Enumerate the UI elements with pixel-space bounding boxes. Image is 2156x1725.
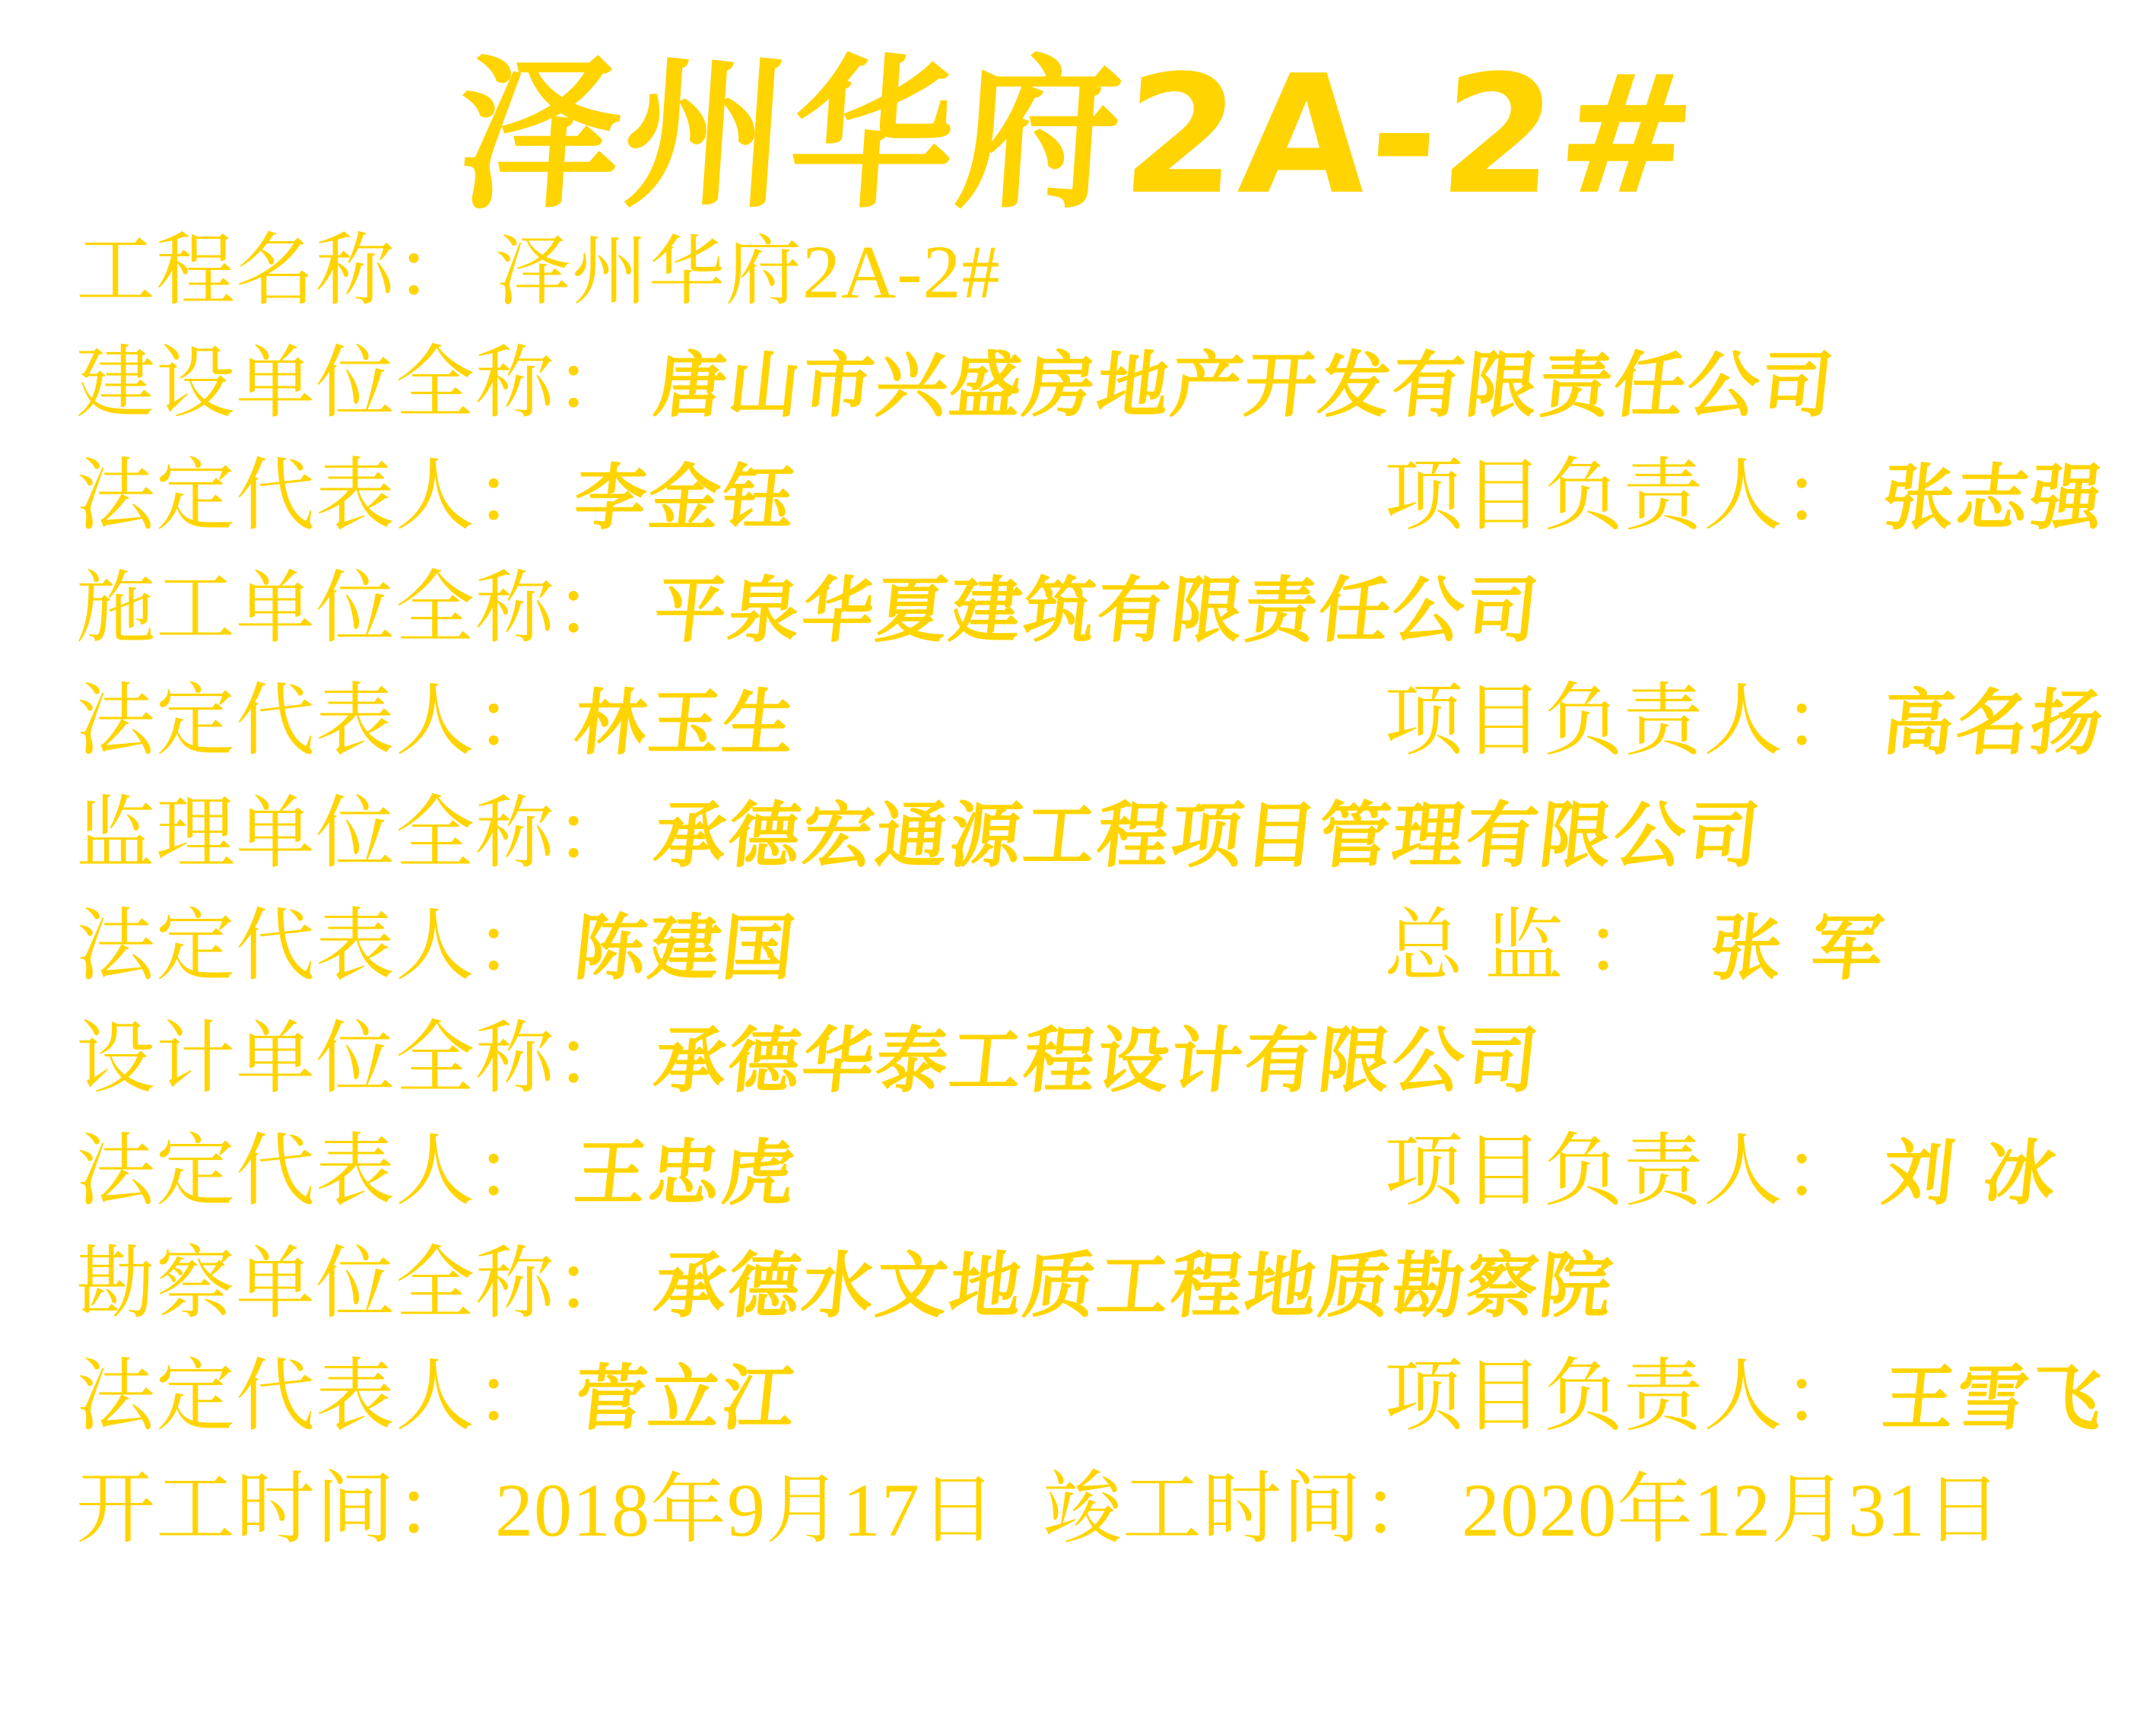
owner-project-manager	[1384, 453, 2109, 540]
label-surveyor: 勘察单位全称：	[76, 1241, 636, 1328]
value-contractor: 平泉华夏建筑有限责任公司	[650, 570, 1545, 653]
label-construction-owner: 建设单位全称：	[76, 340, 636, 427]
row-contractor	[76, 565, 2110, 682]
value-contractor-legal-rep: 林玉生	[570, 682, 801, 765]
label-contractor-project-manager: 项目负责人：	[1384, 678, 1864, 765]
value-surveyor-legal-rep: 菅立江	[570, 1358, 801, 1441]
surveyor-legal-rep	[76, 1353, 1384, 1441]
label-designer-project-manager: 项目负责人：	[1384, 1128, 1864, 1215]
label-start-date: 开工时间：	[76, 1466, 476, 1553]
contractor-legal-rep	[76, 678, 1384, 765]
value-designer-legal-rep: 王忠虎	[570, 1133, 801, 1215]
value-supervisor-legal-rep: 陈建国	[570, 907, 801, 990]
row-surveyor	[76, 1241, 2110, 1358]
designer-legal-rep	[76, 1128, 1384, 1215]
row-designer-representatives	[76, 1128, 2110, 1245]
owner-legal-rep	[76, 453, 1384, 540]
supervisor-legal-rep	[76, 903, 1384, 990]
row-supervisor-representatives	[76, 903, 2110, 1020]
value-start-date: 2018年9月17日	[495, 1468, 998, 1552]
value-end-date: 2020年12月31日	[1462, 1468, 2003, 1552]
row-contractor-representatives	[76, 678, 2110, 795]
info-rows	[46, 227, 2110, 1470]
row-surveyor-representatives	[76, 1353, 2110, 1470]
chief-supervisor	[1384, 903, 1890, 990]
row-designer	[76, 1015, 2110, 1133]
label-surveyor-legal-rep: 法定代表人：	[76, 1353, 556, 1441]
label-supervisor: 监理单位全称：	[76, 790, 636, 878]
value-surveyor: 承德水文地质工程地质勘察院	[650, 1245, 1618, 1328]
value-surveyor-project-manager: 王雪飞	[1878, 1358, 2109, 1441]
label-owner-legal-rep: 法定代表人：	[76, 453, 556, 540]
contractor-project-manager	[1384, 678, 2109, 765]
value-owner-legal-rep: 李金钰	[570, 457, 801, 540]
value-supervisor: 承德宏通源工程项目管理有限公司	[650, 795, 1766, 878]
designer-project-manager	[1384, 1128, 2062, 1215]
page-title: 泽州华府2A-2#	[451, 40, 1705, 230]
value-designer-project-manager: 刘 冰	[1878, 1133, 2062, 1215]
value-chief-supervisor: 张 军	[1706, 907, 1890, 990]
value-construction-owner: 唐山市兴盛房地产开发有限责任公司	[650, 345, 1840, 427]
row-supervisor	[76, 790, 2110, 907]
value-owner-project-manager: 张志强	[1878, 457, 2109, 540]
value-designer: 承德华泰工程设计有限公司	[650, 1020, 1545, 1103]
label-designer-legal-rep: 法定代表人：	[76, 1128, 556, 1215]
value-contractor-project-manager: 高名扬	[1878, 682, 2109, 765]
label-chief-supervisor: 总 监 ：	[1384, 903, 1665, 990]
row-dates	[46, 1466, 2110, 1584]
row-project-name	[76, 227, 2110, 345]
value-project-name: 泽州华府2A-2#	[495, 230, 1001, 314]
label-owner-project-manager: 项目负责人：	[1384, 453, 1864, 540]
label-supervisor-legal-rep: 法定代表人：	[76, 903, 556, 990]
label-contractor-legal-rep: 法定代表人：	[76, 678, 556, 765]
row-owner-representatives	[76, 453, 2110, 570]
row-construction-owner	[76, 340, 2110, 457]
label-project-name: 工程名称：	[76, 227, 476, 315]
label-end-date: 竣工时间：	[1043, 1466, 1443, 1553]
label-contractor: 施工单位全称：	[76, 565, 636, 653]
label-surveyor-project-manager: 项目负责人：	[1384, 1353, 1864, 1441]
surveyor-project-manager	[1384, 1353, 2109, 1441]
label-designer: 设计单位全称：	[76, 1015, 636, 1103]
